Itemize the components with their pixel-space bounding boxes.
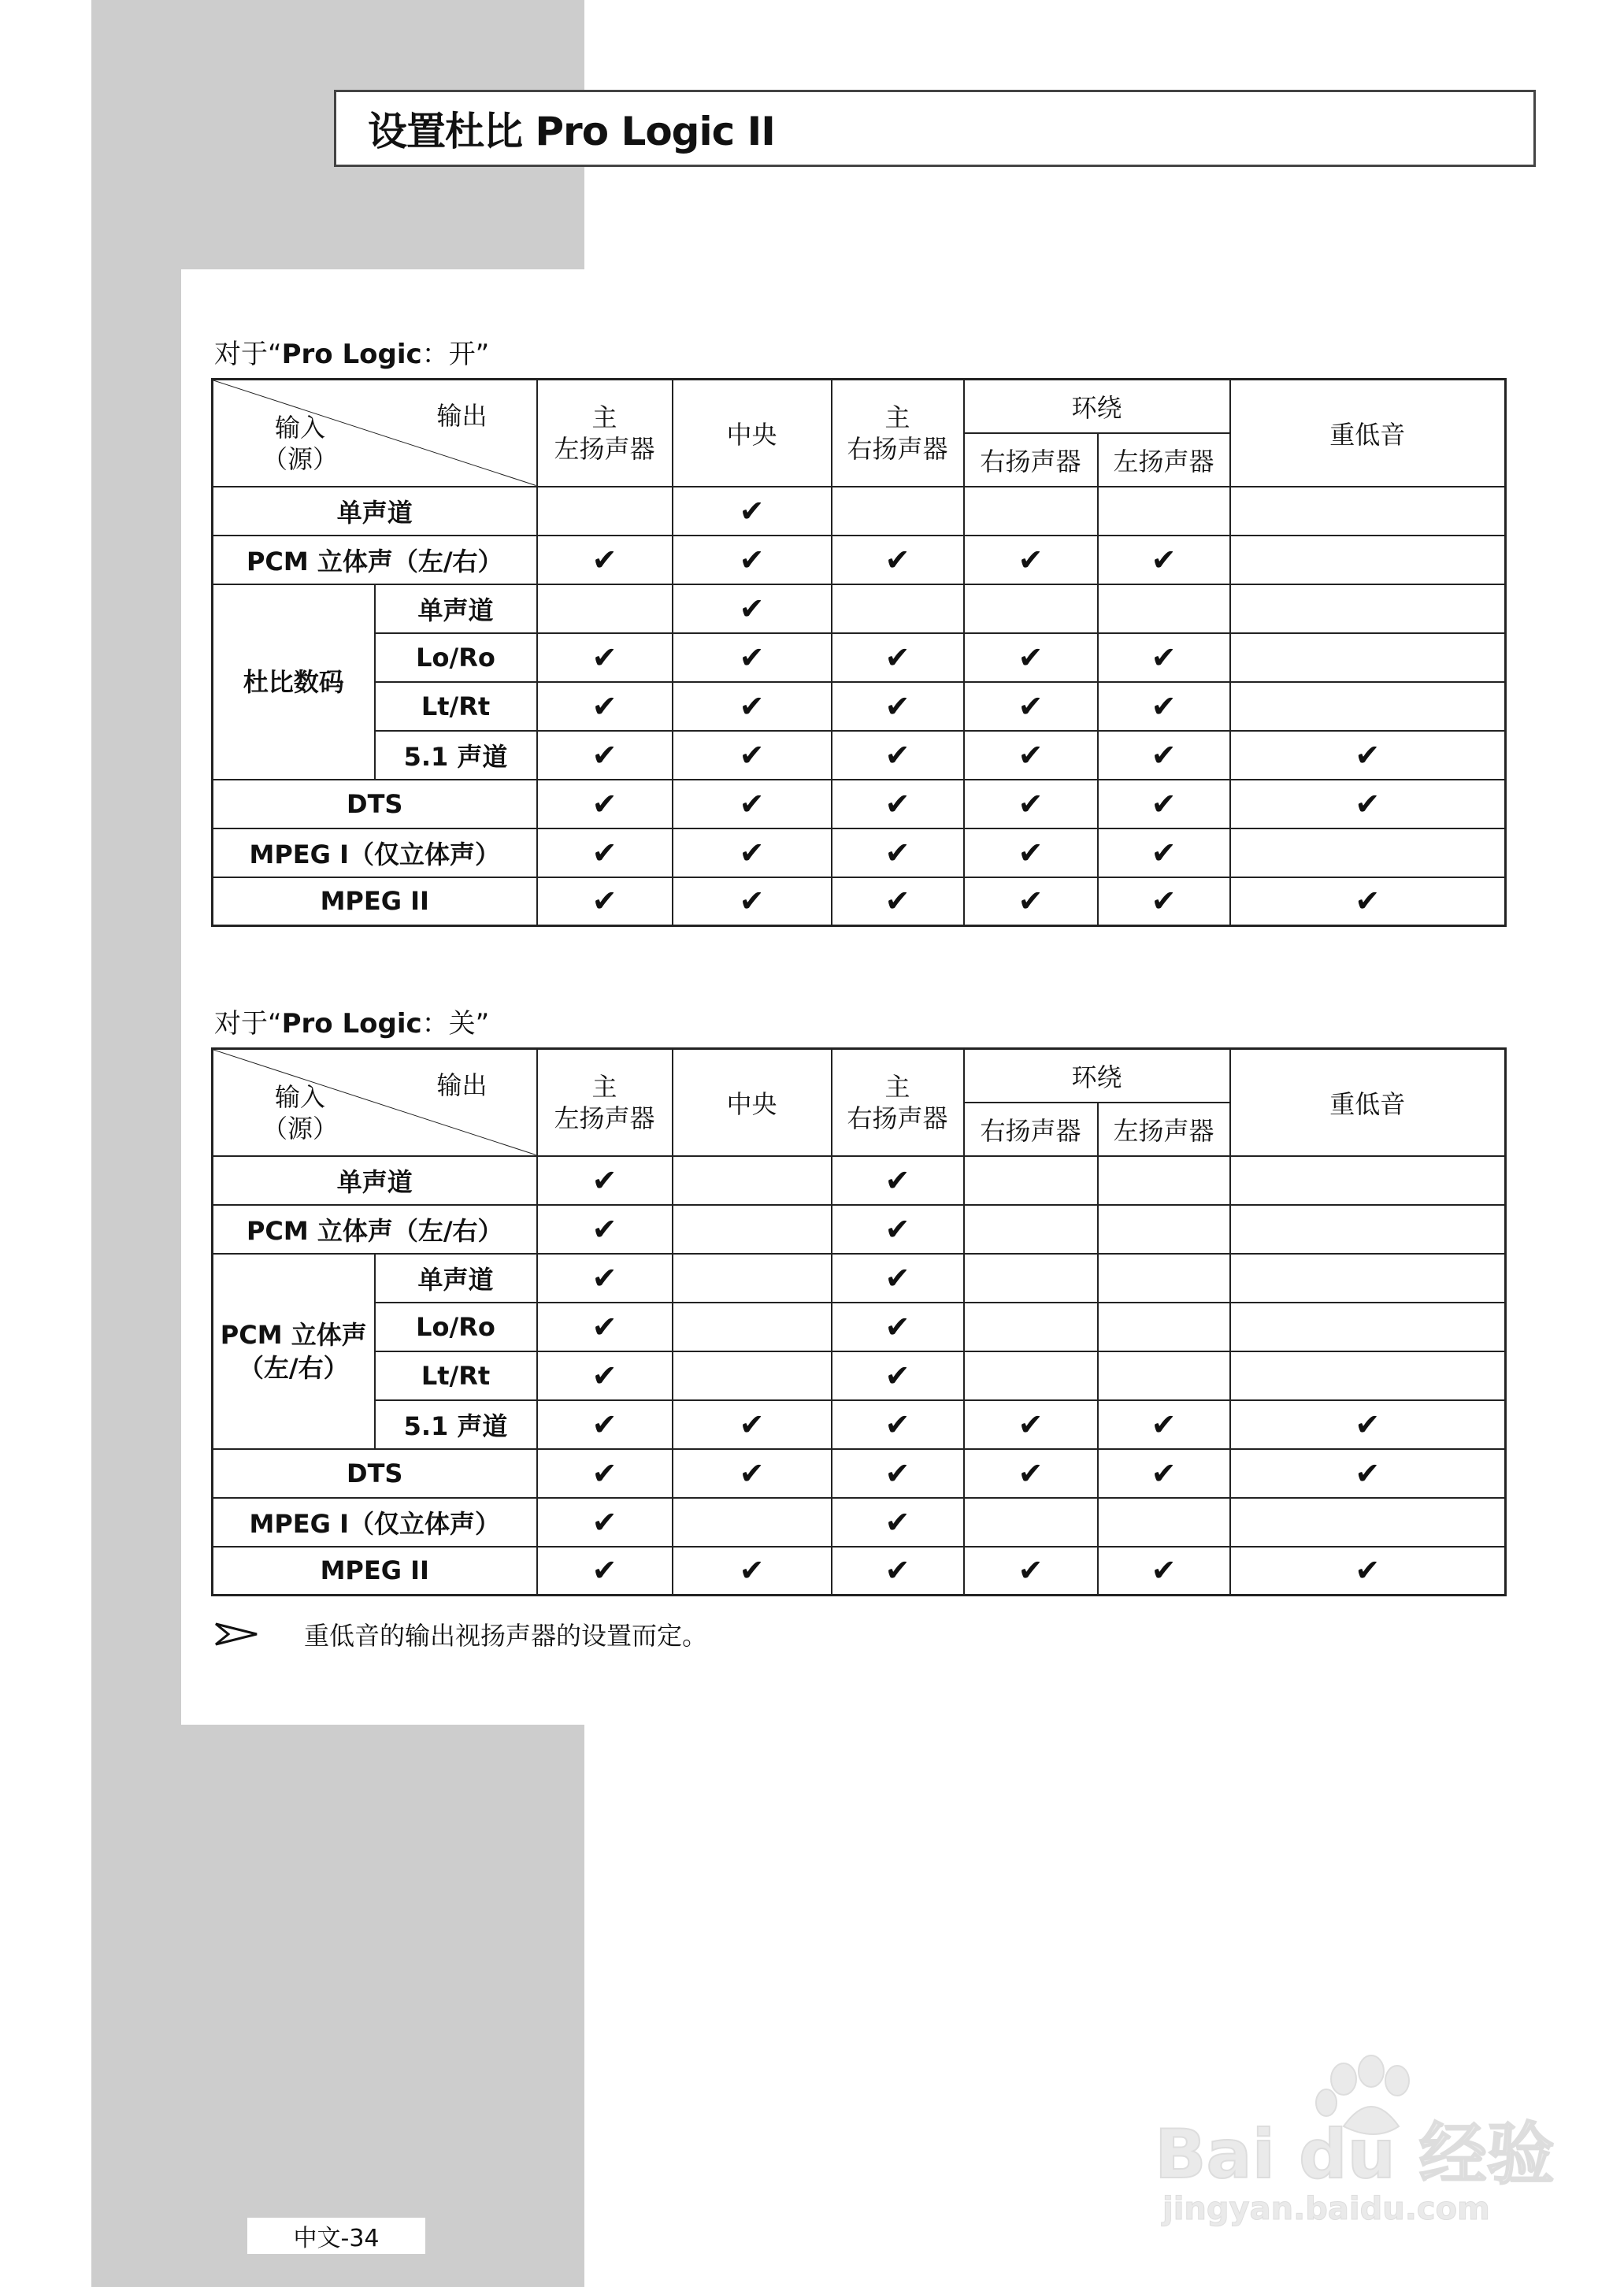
check-icon: ✔ (1018, 542, 1044, 577)
col-surround-left: 左扬声器 (1098, 433, 1230, 487)
table-pro-logic-on (211, 378, 1507, 927)
matrix-cell (673, 584, 832, 633)
check-icon: ✔ (1151, 639, 1177, 675)
matrix-cell (1230, 682, 1506, 731)
matrix-cell (1230, 731, 1506, 780)
matrix-cell (673, 1303, 832, 1351)
check-icon: ✔ (739, 835, 765, 870)
check-icon: ✔ (884, 786, 910, 821)
watermark-url: jingyan.baidu.com (1162, 2191, 1490, 2227)
row-sub-label: Lo/Ro (375, 1303, 537, 1351)
header-row (213, 1049, 1506, 1103)
table-row (213, 828, 1506, 877)
check-icon: ✔ (739, 737, 765, 773)
matrix-cell (537, 1156, 673, 1205)
table-row (213, 1254, 1506, 1303)
matrix-cell (1230, 487, 1506, 536)
check-icon: ✔ (591, 835, 617, 870)
table-row (213, 536, 1506, 584)
row-label: MPEG I（仅立体声） (213, 828, 537, 877)
matrix-cell (832, 1254, 964, 1303)
table-row (213, 1303, 1506, 1351)
header-row (213, 380, 1506, 433)
page-title (334, 90, 1536, 167)
row-label: 单声道 (213, 1156, 537, 1205)
matrix-cell (832, 487, 964, 536)
page-number-text: 中文-34 (293, 2225, 380, 2252)
check-icon: ✔ (591, 542, 617, 577)
caption-prefix: 对于“ (214, 339, 282, 370)
page-number (247, 2218, 425, 2254)
matrix-cell (537, 1351, 673, 1400)
check-icon: ✔ (884, 688, 910, 724)
col-subwoofer: 重低音 (1230, 1049, 1506, 1156)
check-icon: ✔ (739, 493, 765, 528)
row-group-label (213, 584, 375, 780)
check-icon: ✔ (884, 1211, 910, 1247)
check-icon: ✔ (591, 1260, 617, 1295)
matrix-cell (1098, 731, 1230, 780)
matrix-cell (832, 1351, 964, 1400)
table-row (213, 682, 1506, 731)
row-group-text: 杜比数码 (243, 666, 344, 697)
matrix-cell (964, 1400, 1098, 1449)
matrix-cell (673, 1547, 832, 1596)
matrix-cell (673, 780, 832, 828)
matrix-cell (537, 828, 673, 877)
matrix-cell (1098, 1205, 1230, 1254)
matrix-cell (537, 1547, 673, 1596)
matrix-cell (832, 584, 964, 633)
matrix-cell (673, 1254, 832, 1303)
check-icon: ✔ (884, 1162, 910, 1198)
table-row (213, 1449, 1506, 1498)
matrix-cell (673, 682, 832, 731)
check-icon: ✔ (1018, 737, 1044, 773)
check-icon: ✔ (739, 542, 765, 577)
check-icon: ✔ (591, 1407, 617, 1442)
matrix-cell (1098, 682, 1230, 731)
matrix-cell (1230, 1400, 1506, 1449)
check-icon: ✔ (1355, 1553, 1381, 1588)
matrix-cell (673, 1156, 832, 1205)
matrix-cell (964, 1498, 1098, 1547)
input-label (262, 1081, 338, 1144)
matrix-cell (964, 877, 1098, 926)
matrix-cell (537, 1205, 673, 1254)
matrix-cell (1230, 828, 1506, 877)
check-icon: ✔ (739, 1553, 765, 1588)
matrix-cell (673, 877, 832, 926)
check-icon: ✔ (1018, 1407, 1044, 1442)
col-center: 中央 (673, 380, 832, 487)
check-icon: ✔ (591, 1211, 617, 1247)
check-icon: ✔ (884, 884, 910, 919)
matrix-cell (832, 1498, 964, 1547)
output-label: 输出 (436, 1070, 488, 1100)
check-icon: ✔ (739, 1455, 765, 1491)
check-icon: ✔ (1018, 1553, 1044, 1588)
row-sub-label: 5.1 声道 (375, 1400, 537, 1449)
matrix-cell (964, 633, 1098, 682)
matrix-cell (964, 1303, 1098, 1351)
matrix-cell (1098, 1498, 1230, 1547)
check-icon: ✔ (884, 1358, 910, 1393)
check-icon: ✔ (591, 1162, 617, 1198)
check-icon: ✔ (1151, 542, 1177, 577)
check-icon: ✔ (884, 1309, 910, 1344)
table-on-caption (214, 332, 489, 371)
col-surround: 环绕 (964, 1049, 1230, 1103)
matrix-cell (964, 780, 1098, 828)
col-main-left-line2: 左扬声器 (554, 433, 655, 464)
matrix-cell (832, 731, 964, 780)
matrix-cell (964, 731, 1098, 780)
table-row (213, 633, 1506, 682)
input-label (262, 412, 338, 475)
check-icon: ✔ (739, 786, 765, 821)
check-icon: ✔ (591, 737, 617, 773)
col-main-right-line1: 主 (884, 402, 910, 432)
matrix-cell (1098, 1156, 1230, 1205)
check-icon: ✔ (591, 1309, 617, 1344)
matrix-cell (1098, 633, 1230, 682)
matrix-cell (1098, 1547, 1230, 1596)
matrix-cell (964, 828, 1098, 877)
check-icon: ✔ (1151, 786, 1177, 821)
col-main-left-line2: 左扬声器 (554, 1103, 655, 1133)
matrix-cell (1098, 536, 1230, 584)
col-main-right (832, 1049, 964, 1156)
row-label: DTS (213, 780, 537, 828)
matrix-cell (673, 1400, 832, 1449)
matrix-cell (832, 682, 964, 731)
matrix-cell (673, 536, 832, 584)
caption-bold: Pro Logic (281, 1008, 422, 1040)
matrix-cell (832, 1400, 964, 1449)
matrix-cell (537, 877, 673, 926)
check-icon: ✔ (591, 1504, 617, 1540)
matrix-cell (964, 536, 1098, 584)
check-icon: ✔ (1151, 835, 1177, 870)
check-icon: ✔ (591, 884, 617, 919)
matrix-cell (537, 1303, 673, 1351)
check-icon: ✔ (1018, 688, 1044, 724)
check-icon: ✔ (1151, 884, 1177, 919)
row-label: 单声道 (213, 487, 537, 536)
check-icon: ✔ (884, 737, 910, 773)
table-off-caption (214, 1002, 489, 1040)
matrix-cell (964, 1547, 1098, 1596)
row-sub-label: Lt/Rt (375, 1351, 537, 1400)
matrix-cell (1098, 1449, 1230, 1498)
matrix-cell (673, 1449, 832, 1498)
check-icon: ✔ (739, 639, 765, 675)
col-main-left (537, 380, 673, 487)
check-icon: ✔ (1355, 1455, 1381, 1491)
row-label: MPEG I（仅立体声） (213, 1498, 537, 1547)
row-label: PCM 立体声（左/右） (213, 1205, 537, 1254)
table-row (213, 487, 1506, 536)
row-sub-label: Lo/Ro (375, 633, 537, 682)
check-icon: ✔ (884, 542, 910, 577)
row-sub-label: 单声道 (375, 584, 537, 633)
check-icon: ✔ (1018, 786, 1044, 821)
col-subwoofer: 重低音 (1230, 380, 1506, 487)
check-icon: ✔ (591, 786, 617, 821)
matrix-cell (673, 731, 832, 780)
matrix-cell (832, 877, 964, 926)
check-icon: ✔ (1355, 737, 1381, 773)
arrow-icon (214, 1622, 258, 1646)
matrix-cell (832, 536, 964, 584)
check-icon: ✔ (884, 1407, 910, 1442)
check-icon: ✔ (884, 1455, 910, 1491)
table-row (213, 1400, 1506, 1449)
matrix-cell (964, 1254, 1098, 1303)
row-label: MPEG II (213, 877, 537, 926)
matrix-cell (673, 828, 832, 877)
matrix-cell (832, 1303, 964, 1351)
col-surround-right: 右扬声器 (964, 1103, 1098, 1156)
col-main-right-line2: 右扬声器 (847, 1103, 948, 1133)
input-label-line2: （源） (262, 444, 339, 474)
check-icon: ✔ (884, 1260, 910, 1295)
matrix-cell (537, 633, 673, 682)
matrix-cell (537, 487, 673, 536)
row-sub-label: Lt/Rt (375, 682, 537, 731)
check-icon: ✔ (884, 1504, 910, 1540)
matrix-cell (832, 1449, 964, 1498)
row-group-line2: （左/右） (238, 1352, 349, 1383)
matrix-cell (1098, 1254, 1230, 1303)
matrix-cell (673, 633, 832, 682)
check-icon: ✔ (884, 835, 910, 870)
output-label: 输出 (436, 401, 488, 431)
matrix-cell (537, 1254, 673, 1303)
row-group-line1: PCM 立体声 (220, 1319, 367, 1350)
matrix-cell (1230, 1449, 1506, 1498)
matrix-cell (537, 682, 673, 731)
matrix-cell (832, 828, 964, 877)
matrix-cell (537, 731, 673, 780)
matrix-cell (964, 682, 1098, 731)
col-surround-right: 右扬声器 (964, 433, 1098, 487)
col-main-right (832, 380, 964, 487)
matrix-cell (832, 780, 964, 828)
check-icon: ✔ (1355, 1407, 1381, 1442)
check-icon: ✔ (739, 884, 765, 919)
matrix-cell (1098, 828, 1230, 877)
matrix-cell (1098, 487, 1230, 536)
matrix-cell (964, 1156, 1098, 1205)
table-row (213, 584, 1506, 633)
row-sub-label: 单声道 (375, 1254, 537, 1303)
check-icon: ✔ (1151, 1455, 1177, 1491)
col-main-left-line1: 主 (591, 1071, 617, 1102)
matrix-cell (537, 536, 673, 584)
matrix-cell (537, 1400, 673, 1449)
matrix-cell (1230, 877, 1506, 926)
col-main-right-line2: 右扬声器 (847, 433, 948, 464)
check-icon: ✔ (1018, 835, 1044, 870)
matrix-cell (1230, 1205, 1506, 1254)
row-label: DTS (213, 1449, 537, 1498)
check-icon: ✔ (1018, 1455, 1044, 1491)
col-main-left-line1: 主 (591, 402, 617, 432)
check-icon: ✔ (591, 1455, 617, 1491)
check-icon: ✔ (739, 591, 765, 626)
matrix-cell (1230, 1547, 1506, 1596)
matrix-cell (964, 487, 1098, 536)
table-row (213, 1351, 1506, 1400)
watermark-logo (1147, 2040, 1556, 2229)
matrix-cell (1098, 877, 1230, 926)
col-main-left (537, 1049, 673, 1156)
matrix-cell (537, 1449, 673, 1498)
input-label-line2: （源） (262, 1114, 339, 1144)
check-icon: ✔ (591, 1553, 617, 1588)
check-icon: ✔ (1151, 1407, 1177, 1442)
check-icon: ✔ (1018, 639, 1044, 675)
matrix-cell (832, 1547, 964, 1596)
col-main-right-line1: 主 (884, 1071, 910, 1102)
check-icon: ✔ (1355, 786, 1381, 821)
check-icon: ✔ (739, 688, 765, 724)
caption-prefix: 对于“ (214, 1008, 282, 1040)
matrix-cell (1230, 1303, 1506, 1351)
caption-bold: Pro Logic (281, 339, 422, 370)
matrix-cell (1230, 1156, 1506, 1205)
matrix-cell (673, 487, 832, 536)
matrix-cell (673, 1498, 832, 1547)
matrix-cell (1098, 584, 1230, 633)
col-surround: 环绕 (964, 380, 1230, 433)
matrix-cell (964, 584, 1098, 633)
matrix-cell (537, 780, 673, 828)
diagonal-header-cell (213, 380, 537, 487)
matrix-cell (964, 1205, 1098, 1254)
input-label-line1: 输入 (275, 1082, 326, 1112)
matrix-cell (537, 584, 673, 633)
matrix-cell (832, 1205, 964, 1254)
check-icon: ✔ (1151, 1553, 1177, 1588)
col-center: 中央 (673, 1049, 832, 1156)
watermark-brand: Bai du 经验 (1155, 2115, 1555, 2194)
matrix-cell (1230, 584, 1506, 633)
matrix-cell (1098, 780, 1230, 828)
check-icon: ✔ (591, 639, 617, 675)
check-icon: ✔ (884, 639, 910, 675)
matrix-cell (537, 1498, 673, 1547)
table-row (213, 1547, 1506, 1596)
table-pro-logic-off (211, 1047, 1507, 1596)
table-row (213, 731, 1506, 780)
caption-suffix: ：开” (421, 339, 490, 370)
check-icon: ✔ (1355, 884, 1381, 919)
matrix-cell (1098, 1303, 1230, 1351)
table-row (213, 1205, 1506, 1254)
col-surround-left: 左扬声器 (1098, 1103, 1230, 1156)
table-row (213, 1156, 1506, 1205)
check-icon: ✔ (591, 1358, 617, 1393)
row-label: PCM 立体声（左/右） (213, 536, 537, 584)
matrix-cell (1230, 780, 1506, 828)
check-icon: ✔ (1151, 737, 1177, 773)
matrix-cell (673, 1205, 832, 1254)
matrix-cell (1098, 1400, 1230, 1449)
footnote-text: 重低音的输出视扬声器的设置而定。 (304, 1621, 708, 1651)
matrix-cell (832, 633, 964, 682)
matrix-cell (1230, 536, 1506, 584)
check-icon: ✔ (1151, 688, 1177, 724)
table-row (213, 1498, 1506, 1547)
matrix-cell (1230, 1498, 1506, 1547)
row-group-label (213, 1254, 375, 1449)
matrix-cell (1098, 1351, 1230, 1400)
table-row (213, 780, 1506, 828)
table-row (213, 877, 1506, 926)
row-label: MPEG II (213, 1547, 537, 1596)
check-icon: ✔ (739, 1407, 765, 1442)
check-icon: ✔ (884, 1553, 910, 1588)
check-icon: ✔ (1018, 884, 1044, 919)
matrix-cell (1230, 1254, 1506, 1303)
diagonal-header-cell (213, 1049, 537, 1156)
check-icon: ✔ (591, 688, 617, 724)
row-sub-label: 5.1 声道 (375, 731, 537, 780)
matrix-cell (832, 1156, 964, 1205)
matrix-cell (1230, 633, 1506, 682)
input-label-line1: 输入 (275, 413, 326, 443)
matrix-cell (964, 1449, 1098, 1498)
matrix-cell (964, 1351, 1098, 1400)
page-title-text: 设置杜比 Pro Logic II (368, 109, 775, 154)
matrix-cell (1230, 1351, 1506, 1400)
footnote (214, 1616, 707, 1652)
caption-suffix: ：关” (421, 1008, 490, 1040)
matrix-cell (673, 1351, 832, 1400)
